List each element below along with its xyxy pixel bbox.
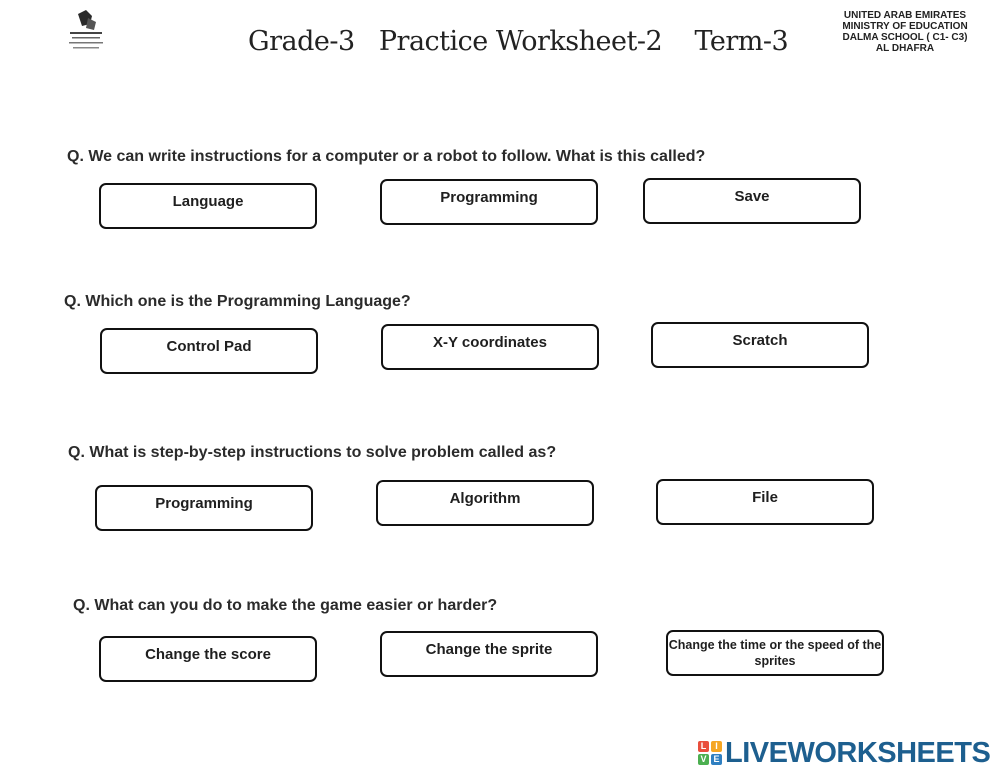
badge-letter: I (711, 741, 722, 752)
ministry-info (830, 10, 980, 54)
q4-option-change-time-speed[interactable]: Change the time or the speed of the sprites (666, 630, 884, 676)
q4-option-change-sprite[interactable]: Change the sprite (380, 631, 598, 677)
badge-letter: E (711, 754, 722, 765)
liveworksheets-badge-icon (698, 741, 722, 765)
q2-option-control-pad[interactable]: Control Pad (100, 328, 318, 374)
liveworksheets-logo (698, 736, 990, 770)
q3-option-file[interactable]: File (656, 479, 874, 525)
q1-option-programming[interactable]: Programming (380, 179, 598, 225)
q2-option-xy-coordinates[interactable]: X-Y coordinates (381, 324, 599, 370)
q3-option-algorithm[interactable]: Algorithm (376, 480, 594, 526)
ministry-line: MINISTRY OF EDUCATION (842, 21, 968, 32)
page-title: Grade-3 Practice Worksheet-2 Term-3 (248, 26, 789, 57)
liveworksheets-brand: LIVEWORKSHEETS (725, 736, 991, 769)
question-2: Q. Which one is the Programming Language? (64, 293, 411, 310)
q4-option-change-score[interactable]: Change the score (99, 636, 317, 682)
badge-letter: L (698, 741, 709, 752)
q1-option-save[interactable]: Save (643, 178, 861, 224)
school-logo (64, 8, 108, 54)
ministry-line: AL DHAFRA (875, 43, 935, 54)
ministry-line: UNITED ARAB EMIRATES (843, 10, 967, 21)
ministry-line: DALMA SCHOOL ( C1- C3) (842, 32, 968, 43)
question-4: Q. What can you do to make the game easier or harder? (73, 597, 498, 614)
q1-option-language[interactable]: Language (99, 183, 317, 229)
badge-letter: V (698, 754, 709, 765)
question-1: Q. We can write instructions for a computer or a robot to follow. What is this called? (67, 148, 706, 165)
question-3: Q. What is step-by-step instructions to solve problem called as? (68, 444, 557, 461)
q2-option-scratch[interactable]: Scratch (651, 322, 869, 368)
q3-option-programming[interactable]: Programming (95, 485, 313, 531)
